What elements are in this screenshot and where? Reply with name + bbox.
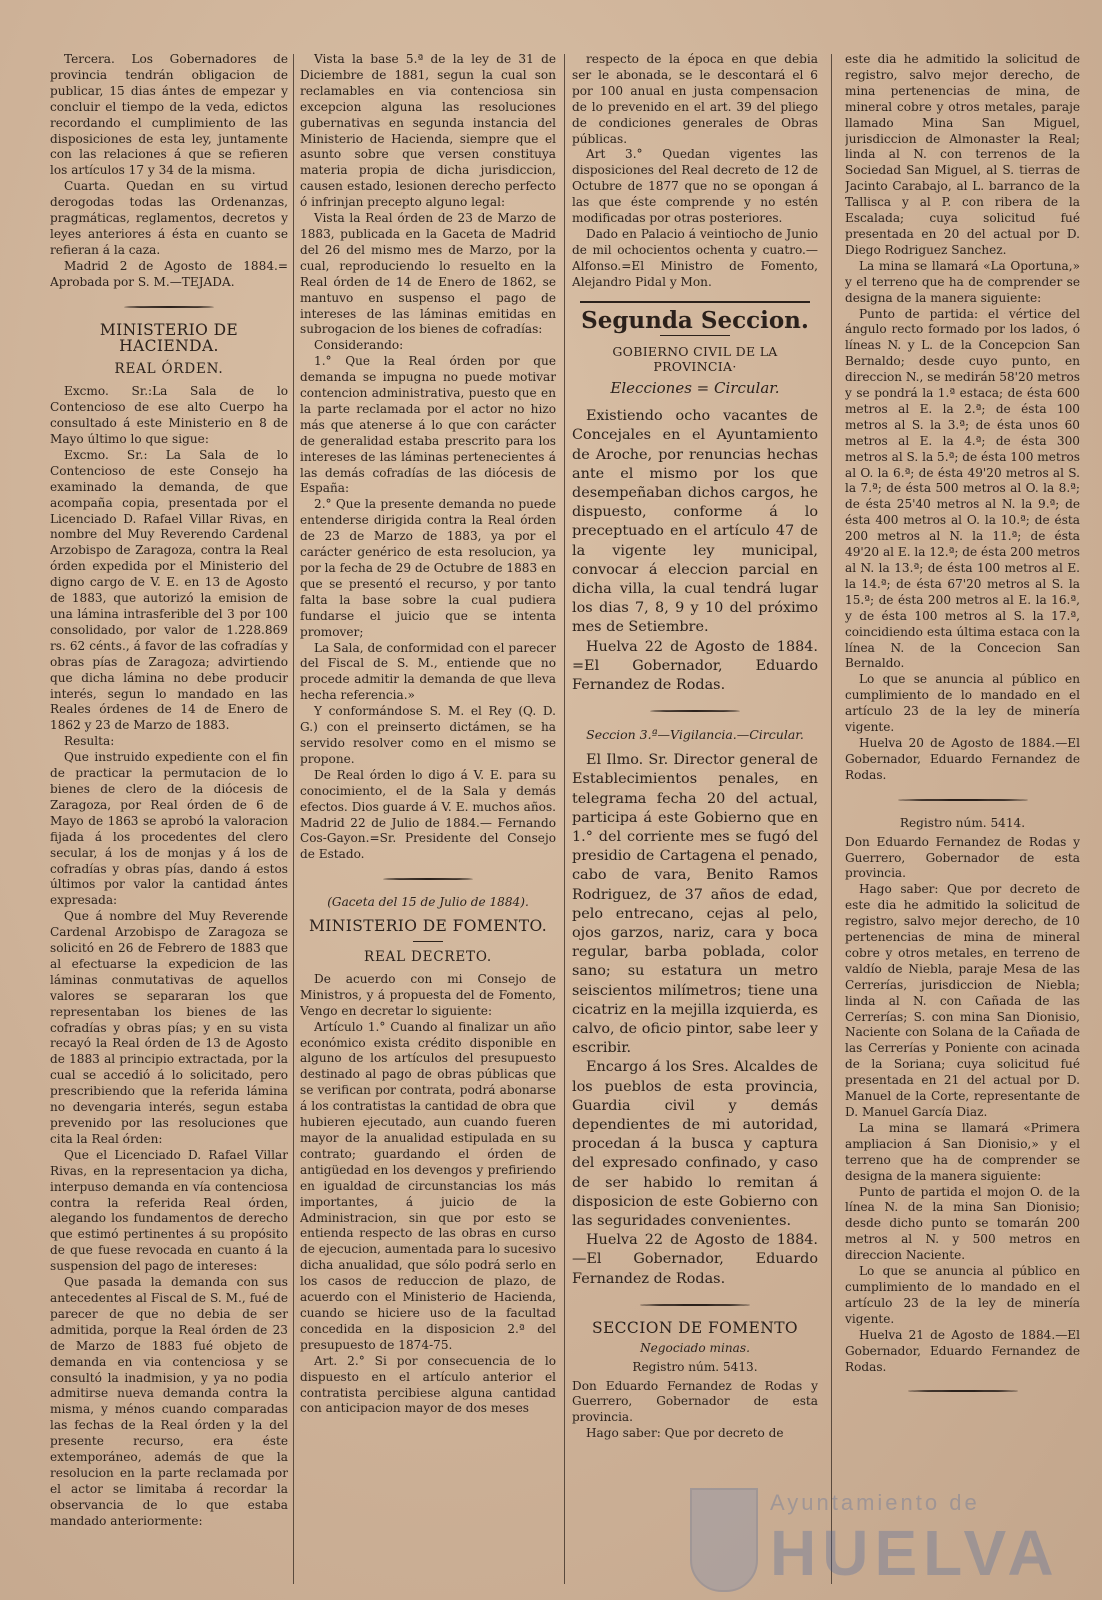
signature: Huelva 22 de Agosto de 1884. —El Gobernador, Eduardo Fernandez de Rodas. (572, 1232, 818, 1287)
watermark-text: HUELVA (770, 1517, 1060, 1589)
column-3 (572, 52, 818, 1586)
paragraph: Hago saber: Que por decreto de este dia he admitido la solicitud de registro, salvo mejor derecho, de 10 pertenencias de mina de mineral cobre y otros metales, en terreno de valdío de Niebla, paraje Mesa de las Cerrerías, jurisdiccion de Niebla; linda al N. con Cañada de las Cerrerías; S. con mina San Dionisio, Naciente con Solana de la Cañada de las Cerrerías y Poniente con acinada de la Soriana; cuya solicitud fué presentada en 21 del actual por D. Manuel de la Corte, representante de D. Manuel García Diaz. (845, 882, 1080, 1119)
paragraph: Que á nombre del Muy Reverende Cardenal Arzobispo de Zaragoza se solicitó en 26 de Febrero de 1883 que al efectuarse la expedicion de las láminas conmutativas de aquellos valores se separaran los que representaban los bienes de las cofradías y obras pías; y en su vista recayó la Real órden de 13 de Agosto de 1883 al principio extractada, por la cual se accedió á lo solicitado, pero prescribiendo que la referida lámina no devengaria interés, segun estaba prevenido por las resoluciones que cita la Real órden: (50, 909, 288, 1146)
divider-ornament (640, 1301, 750, 1309)
paragraph: Que pasada la demanda con sus antecedentes al Fiscal de S. M., fué de parecer de que no debia de ser admitida, porque la Real órden de 23 de Marzo de 1883 fué objeto de demanda en via contenciosa y se consultó la inadmision, y ya no podia admitirse nueva demanda contra la misma, y ménos cuando comparadas las fechas de la Real órden y la del presente recurso, era éste extemporáneo, además de que la resolucion en la parte reclamada por el actor se limitaba á recordar la observancia de lo que estaba mandado anteriormente: (50, 1275, 288, 1528)
paragraph: Resulta: (64, 734, 115, 749)
paragraph: este dia he admitido la solicitud de registro, salvo mejor derecho, de mina pertenencias de mina, de mineral cobre y otros metales, paraje llamado Mina San Miguel, jurisdiccion de Almonaster la Real; linda al N. con terrenos de la Sociedad San Miguel, al S. tierras de Jacinto Carabajo, al L. barranco de la Tallisca y al P. con ribera de la Escalada; cuya solicitud fué presentada en 20 del actual por D. Diego Rodriguez Sanchez. (845, 52, 1080, 257)
paragraph: Excmo. Sr.: La Sala de lo Contencioso de este Consejo ha examinado la demanda, de que acompaña copia, presentada por el Licenciado D. Rafael Villar Rivas, en nombre del Muy Reverendo Cardenal Arzobispo de Zaragoza, contra la Real órden expedida por el Ministerio del digno cargo de V. E. en 13 de Agosto de 1883, que autorizó la emision de una lámina intrasferible del 3 por 100 consolidado, por valor de 1.228.869 rs. 62 cénts., á favor de las cofradías y obras pías de Zaragoza; advirtiendo que dicha lámina no debe producir interés, segun lo mandado en las Reales órdenes de 14 de Enero de 1862 y 23 de Marzo de 1883. (50, 447, 288, 733)
section-heading: MINISTERIO DE FOMENTO. (308, 917, 548, 936)
column-rule (564, 54, 565, 1584)
paragraph: Don Eduardo Fernandez de Rodas y Guerrero, Gobernador de esta provincia. (845, 834, 1080, 881)
paragraph: Hago saber: Que por decreto de (586, 1426, 784, 1441)
paragraph: Don Eduardo Fernandez de Rodas y Guerrero, Gobernador de esta provincia. (572, 1378, 818, 1425)
subsection-title: Elecciones = Circular. (610, 379, 780, 398)
subsection-title: Seccion 3.ª—Vigilancia.—Circular. (586, 727, 804, 743)
paragraph: Punto de partida: el vértice del ángulo recto formado por los lados, ó líneas N. y L. de la Concepcion San Bernaldo; desde cuyo punto, en direccion N., se medirán 58'20 metros y se pondrá la 1.ª estaca; de ésta 600 metros al E. la 2.ª; de ésta 100 metros al S. la 3.ª; de ésta unos 60 metros al E. la 4.ª; de ésta 300 metros al S. la 5.ª; de ésta 100 metros al O. la 6.ª; de ésta 49'20 metros al S. la 7.ª; de ésta 500 metros al O. la 8.ª; de ésta 25'40 metros al N. la 9.ª; de ésta 400 metros al O. la 10.ª; de ésta 200 metros al N. la 11.ª; de ésta 49'20 al E. la 12.ª; de ésta 200 metros al N. la 13.ª; de ésta 100 metros al E. la 14.ª; de ésta 67'20 metros al S. la 15.ª; de ésta 200 metros al E. la 16.ª, y de ésta 100 metros al S. la 17.ª, coincidiendo esta última estaca con la línea N. de la Concecion San Bernaldo. (845, 306, 1080, 671)
gaceta-reference: (Gaceta del 15 de Julio de 1884). (327, 895, 529, 910)
column-rule (293, 54, 294, 1584)
paragraph: Encargo á los Sres. Alcaldes de los pueblos de esta provincia, Guardia civil y demás dependientes de mi autoridad, procedan á la busca y captura del expresado confinado, y caso de ser habido lo remitan á disposicion de este Gobierno con las seguridades convenientes. (572, 1059, 818, 1230)
signature: Madrid 2 de Agosto de 1884.= Aprobada por S. M.—TEJADA. (50, 258, 288, 289)
column-rule (831, 54, 832, 1584)
subheading: REAL DECRETO. (363, 949, 493, 966)
divider-ornament (383, 875, 473, 883)
signature: Huelva 22 de Agosto de 1884. =El Gobernador, Eduardo Fernandez de Rodas. (572, 638, 818, 694)
paragraph: De Real órden lo digo á V. E. para su conocimiento, el de la Sala y demás efectos. Dios guarde á V. E. muchos años. Madrid 22 de Julio de 1884.— Fernando Cos-Gayon.=Sr. Presidente del Consejo de Estado. (300, 767, 556, 862)
signature: Huelva 21 de Agosto de 1884.—El Gobernador, Eduardo Fernandez de Rodas. (845, 1327, 1080, 1374)
paragraph: Considerando: (314, 338, 404, 353)
paragraph: Existiendo ocho vacantes de Concejales en el Ayuntamiento de Aroche, por renuncias hechas ante el mismo por los que desempeñaban dichos cargos, he dispuesto, conforme á lo preceptuado en el artículo 47 de la vigente ley municipal, convocar á eleccion parcial en dicha villa, la cual tendrá lugar los dias 7, 8, 9 y 10 del próximo mes de Setiembre. (572, 408, 818, 636)
column-4 (845, 52, 1080, 1586)
paragraph: Dado en Palacio á veintiocho de Junio de mil ochocientos ochenta y cuatro.—Alfonso.=El Ministro de Fomento, Alejandro Pidal y Mon. (572, 226, 818, 289)
paragraph: De acuerdo con mi Consejo de Ministros, y á propuesta del de Fomento, Vengo en decretar lo siguiente: (300, 971, 556, 1018)
divider (660, 335, 730, 336)
coat-of-arms-icon (690, 1488, 758, 1592)
paragraph: Artículo 1.° Cuando al finalizar un año económico exista crédito disponible en alguno de los artículos del presupuesto destinado al pago de obras públicas que se verifican por contrata, podrá abonarse á los contratistas la cantidad de obra que hubieren ejecutado, aun cuando fueren mayor de la anualidad estipulada en su contrato; guardando el órden de antigüedad en los devengos y prefiriendo en igualdad de circunstancias los más importantes, á juicio de la Administracion, sin que por esto se entienda respecto de las obras en curso de ejecucion, aumentada para lo sucesivo dicha anualidad, que sólo podrá serlo en los casos de reduccion de plazo, de acuerdo con el Ministerio de Hacienda, cuando se hiciere uso de la facultad concedida en la disposicion 2.ª del presupuesto de 1874-75. (300, 1019, 556, 1352)
signature: Huelva 20 de Agosto de 1884.—El Gobernador, Eduardo Fernandez de Rodas. (845, 735, 1080, 782)
divider-ornament (124, 303, 214, 311)
divider-ornament (898, 796, 1028, 804)
section-title: Segunda Seccion. (581, 306, 809, 334)
paragraph: La Sala, de conformidad con el parecer del Fiscal de S. M., entiende que no procede admitir la demanda de que lleva hecha referencia.» (300, 640, 556, 703)
paragraph: Lo que se anuncia al público en cumplimiento de lo mandado en el artículo 23 de la ley de minería vigente. (845, 672, 1080, 735)
paragraph: Y conformándose S. M. el Rey (Q. D. G.) con el preinserto dictámen, se ha servido resolver como en el mismo se propone. (300, 704, 556, 766)
paragraph: Excmo. Sr.:La Sala de lo Contencioso de ese alto Cuerpo ha consultado á este Ministerio en 8 de Mayo último lo que sigue: (50, 384, 288, 447)
paragraph: respecto de la época en que debia ser le abonada, se le descontará el 6 por 100 anual en justa compensacion de lo prevenido en el art. 39 del pliego de condiciones generales de Obras públicas. (572, 52, 818, 146)
section-heading: SECCION DE FOMENTO (591, 1318, 799, 1337)
registry-number: Registro núm. 5413. (632, 1359, 758, 1374)
divider-ornament (908, 1387, 1018, 1395)
divider (580, 301, 810, 303)
registry-number: Registro núm. 5414. (899, 815, 1026, 830)
paragraph: Vista la Real órden de 23 de Marzo de 1883, publicada en la Gaceta de Madrid del 26 del mismo mes de Marzo, por la cual, reproduciendo lo resuelto en la Real órden de 14 de Enero de 1862, se mantuvo en suspenso el pago de intereses de las láminas emitidas en subrogacion de los bienes de cofradías: (300, 211, 556, 337)
section-heading: MINISTERIO DE HACIENDA. (99, 320, 239, 355)
paragraph: Art. 2.° Si por consecuencia de lo dispuesto en el artículo anterior el contratista percibiese alguna cantidad con anticipacion mayor de dos meses (300, 1353, 556, 1416)
archive-watermark (690, 1478, 1102, 1600)
subheading: Negociado minas. (640, 1340, 750, 1355)
paragraph: Tercera. Los Gobernadores de provincia tendrán obligacion de publicar, 15 dias ántes de empezar y concluir el tiempo de la veda, edictos recordando el cumplimiento de las disposiciones de esta ley, juntamente con las relaciones á que se refieren los artículos 17 y 34 de la misma. (50, 52, 288, 178)
divider (413, 941, 443, 942)
paragraph: Cuarta. Quedan en su virtud derogodas todas las Ordenanzas, pragmáticas, reglamentos, decretos y leyes anteriores á ésta en cuanto se refieran á la caza. (50, 179, 288, 257)
paragraph: 2.° Que la presente demanda no puede entenderse dirigida contra la Real órden de 23 de Marzo de 1883, ya por el carácter genérico de esta resolucion, ya por la fecha de 29 de Octubre de 1883 en que se presentó el recurso, y por tanto falta la base sobre la cual pudiera fundarse el juicio que se intenta promover; (300, 497, 556, 639)
paragraph: Punto de partida el mojon O. de la línea N. de la mina San Dionisio; desde dicho punto se tomarán 200 metros al N. y 500 metros en direccion Naciente. (845, 1184, 1080, 1263)
paragraph: La mina se llamará «Primera ampliacion á San Dionisio,» y el terreno que ha de comprender se designa de la manera siguiente: (845, 1120, 1080, 1183)
paragraph: Que el Licenciado D. Rafael Villar Rivas, en la representacion ya dicha, interpuso demanda en vía contenciosa contra la referida Real órden, alegando los fundamentos de derecho que estimó pertinentes á su propósito de que fuese revocada en cuanto á la suspension del pago de intereses: (50, 1147, 288, 1274)
paragraph: 1.° Que la Real órden por que demanda se impugna no puede motivar contencion administrativa, puesto que en la parte reclamada por el actor no hizo más que atenerse á lo que con carácter de generalidad estaba prescrito para los intereses de las láminas pertenecientes á las demás cofradías de las diócesis de España: (300, 354, 556, 496)
paragraph: El Ilmo. Sr. Director general de Establecimientos penales, en telegrama fecha 20 del actual, participa á este Gobierno que en 1.° del corriente mes se fugó del presidio de Cartagena el penado, cabo de vara, Benito Ramos Rodriguez, de 37 años de edad, pelo entrecano, cejas al pelo, ojos garzos, nariz, cara y boca regular, barba poblada, color sano; su estatura un metro seiscientos milímetros; tiene una cicatriz en la mejilla izquierda, es calvo, de oficio pintor, sabe leer y escribir. (572, 752, 818, 1057)
paragraph: Que instruido expediente con el fin de practicar la permutacion de lo bienes de clero de la diócesis de Zaragoza, por Real órden de 6 de Mayo de 1863 se aprobó la valoracion fijada á los procedentes del clero secular, á los de monjas y á los de cofradías y obras pías, dando á estos últimos por valor la cantidad ántes expresada: (50, 750, 288, 908)
subheading: GOBIERNO CIVIL DE LA PROVINCIA· (612, 343, 778, 375)
column-2 (300, 52, 556, 1586)
paragraph: La mina se llamará «La Oportuna,» y el terreno que ha de comprender se designa de la manera siguiente: (845, 258, 1080, 305)
column-1 (50, 52, 288, 1586)
paragraph: Lo que se anuncia al público en cumplimiento de lo mandado en el artículo 23 de la ley de minería vigente. (845, 1264, 1080, 1326)
divider-ornament (650, 707, 740, 715)
watermark-text: Ayuntamiento de (770, 1490, 980, 1515)
paragraph: Art 3.° Quedan vigentes las disposiciones del Real decreto de 12 de Octubre de 1877 que no se opongan á las que éste comprende y no estén modificadas por otras posteriores. (572, 147, 818, 226)
paragraph: Vista la base 5.ª de la ley de 31 de Diciembre de 1881, segun la cual son reclamables en via contenciosa sin excepcion alguna las resoluciones gubernativas en segunda instancia del Ministerio de Hacienda, siempre que el asunto sobre que versen constituya materia propia de dicha jurisdiccion, causen estado, lesionen derecho perfecto ó infrinjan precepto alguno legal: (300, 52, 556, 210)
subheading: REAL ÓRDEN. (114, 361, 224, 378)
